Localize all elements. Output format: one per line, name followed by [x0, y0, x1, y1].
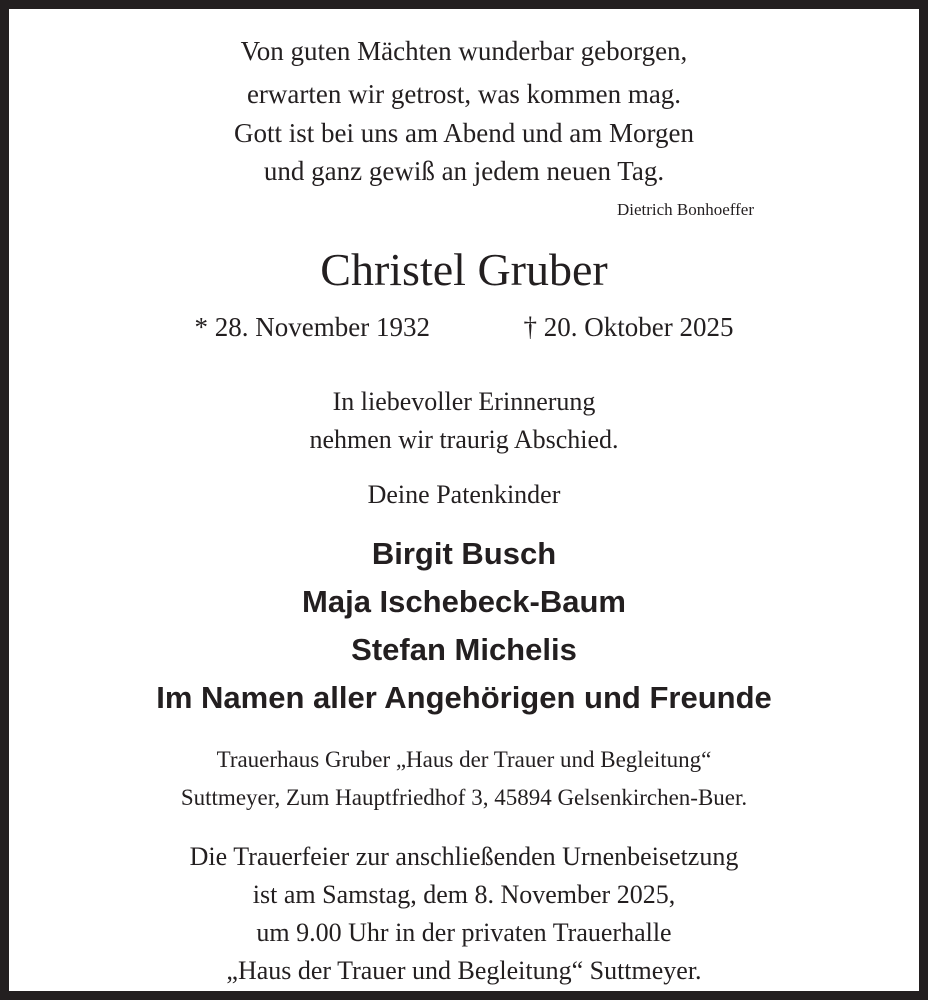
death-date: † 20. Oktober 2025 [523, 312, 734, 342]
quote-line: Von guten Mächten wunderbar geborgen, [240, 36, 688, 66]
mourner-name: Stefan Michelis [351, 632, 577, 667]
life-dates [9, 314, 919, 341]
quote-line: und ganz gewiß an jedem neuen Tag. [263, 156, 665, 186]
mourner-name: Maja Ischebeck-Baum [302, 584, 626, 619]
ceremony-line: Die Trauerfeier zur anschließenden Urnenbeisetzung [189, 842, 739, 871]
ceremony-line: ist am Samstag, dem 8. November 2025, [252, 880, 676, 909]
funeral-home-line: Trauerhaus Gruber „Haus der Trauer und Begleitung“ [216, 747, 712, 772]
ceremony-line: „Haus der Trauer und Begleitung“ Suttmeyer. [226, 956, 702, 985]
quote-author: Dietrich Bonhoeffer [616, 200, 754, 219]
mourner-name: Birgit Busch [371, 536, 557, 571]
quote-line: Gott ist bei uns am Abend und am Morgen [234, 118, 694, 148]
ceremony-line: um 9.00 Uhr in der privaten Trauerhalle [256, 918, 672, 947]
funeral-home-address: Suttmeyer, Zum Hauptfriedhof 3, 45894 Gelsenkirchen-Buer. [180, 785, 748, 810]
farewell-line: In liebevoller Erinnerung [332, 387, 596, 416]
quote-line: erwarten wir getrost, was kommen mag. [246, 79, 682, 109]
farewell-line: nehmen wir traurig Abschied. [309, 425, 619, 454]
birth-date: * 28. November 1932 [194, 312, 430, 342]
deceased-name: Christel Gruber [320, 244, 608, 295]
mourners-intro: Deine Patenkinder [367, 480, 561, 509]
mourner-name: Im Namen aller Angehörigen und Freunde [156, 680, 772, 715]
